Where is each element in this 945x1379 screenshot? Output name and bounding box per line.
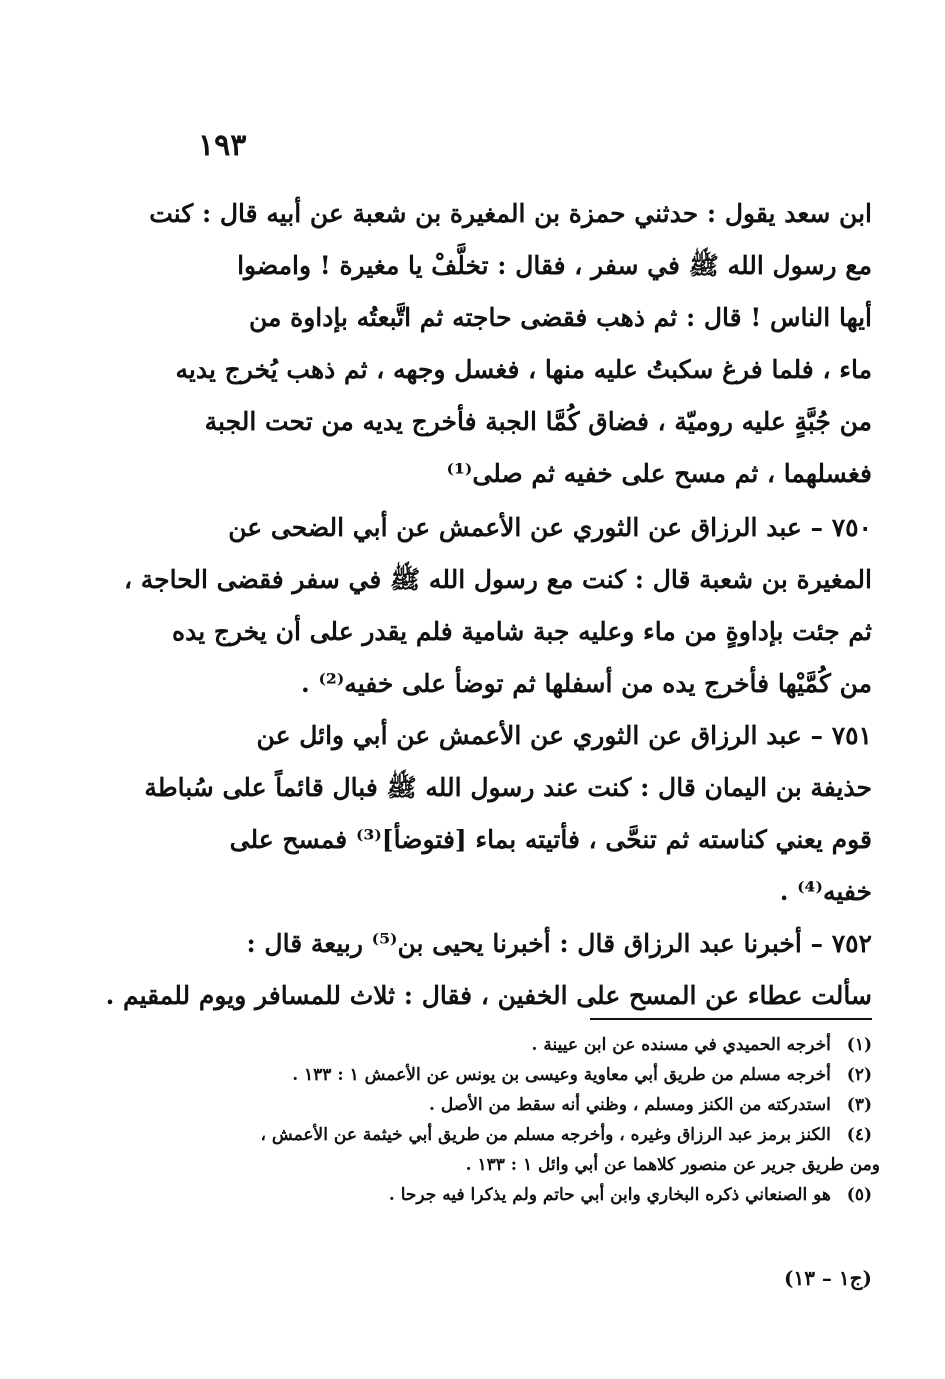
- text-line: من جُبَّةٍ عليه روميّة ، فضاق كُمَّا الجبة فأخرج يديه من تحت الجبة: [204, 407, 872, 436]
- footnote-number: (٤): [846, 1125, 872, 1145]
- footnote-separator: [590, 1018, 872, 1020]
- footnote-5: [196, 1180, 872, 1210]
- footnote-4-continuation: ومن طريق جرير عن منصور كلاهما عن أبي وائل ١ : ١٣٣ .: [465, 1155, 880, 1175]
- paragraph-hadith-750: [123, 502, 872, 710]
- footnote-number: (٢): [846, 1065, 872, 1085]
- footnote-text: أخرجه الحميدي في مسنده عن ابن عيينة .: [531, 1035, 831, 1055]
- footnote-1: [196, 1030, 872, 1060]
- text-line: خفيه⁽⁴⁾ .: [779, 877, 872, 906]
- page-number: ١٩٣: [198, 128, 247, 163]
- text-line: مع رسول الله ﷺ في سفر ، فقال : تخلَّفْ يا مغيرة ! وامضوا: [237, 251, 872, 280]
- footnote-text: الكنز برمز عبد الرزاق وغيره ، وأخرجه مسلم من طريق أبي خيثمة عن الأعمش ،: [260, 1125, 831, 1145]
- paragraph-hadith-intro: [149, 188, 872, 500]
- text-line: المغيرة بن شعبة قال : كنت مع رسول الله ﷺ في سفر فقضى الحاجة ،: [123, 565, 872, 594]
- text-line: ٧٥١ – عبد الرزاق عن الثوري عن الأعمش عن أبي وائل عن: [256, 721, 872, 750]
- paragraph-hadith-752: [105, 918, 872, 1022]
- footnote-2: [196, 1060, 872, 1090]
- text-line: حذيفة بن اليمان قال : كنت عند رسول الله ﷺ فبال قائماً على سُباطة: [144, 773, 872, 802]
- text-line: سألت عطاء عن المسح على الخفين ، فقال : ثلاث للمسافر ويوم للمقيم .: [105, 981, 872, 1010]
- text-line: قوم يعني كناسته ثم تنحَّى ، فأتيته بماء [فتوضأ]⁽³⁾ فمسح على: [229, 825, 872, 854]
- text-line: ابن سعد يقول : حدثني حمزة بن المغيرة بن شعبة عن أبيه قال : كنت: [149, 199, 872, 228]
- footnote-number: (٥): [846, 1185, 872, 1205]
- footnote-text: هو الصنعاني ذكره البخاري وابن أبي حاتم ولم يذكرا فيه جرحا .: [388, 1185, 831, 1205]
- footnote-text: أخرجه مسلم من طريق أبي معاوية وعيسى بن يونس عن الأعمش ١ : ١٣٣ .: [292, 1065, 831, 1085]
- text-line: فغسلهما ، ثم مسح على خفيه ثم صلى⁽¹⁾: [446, 459, 872, 488]
- footnote-4: [196, 1120, 872, 1150]
- text-line: ماء ، فلما فرغ سكبتُ عليه منها ، فغسل وجهه ، ثم ذهب يُخرج يديه: [175, 355, 872, 384]
- footnote-3: [196, 1090, 872, 1120]
- footnote-number: (١): [846, 1035, 872, 1055]
- text-line: ٧٥٠ – عبد الرزاق عن الثوري عن الأعمش عن أبي الضحى عن: [228, 513, 872, 542]
- footnote-number: (٣): [846, 1095, 872, 1115]
- footnotes: [196, 1030, 880, 1210]
- footnote-text: استدركته من الكنز ومسلم ، وظني أنه سقط من الأصل .: [429, 1095, 831, 1115]
- volume-marker: (ج١ – ١٣): [783, 1266, 872, 1290]
- text-line: ٧٥٢ – أخبرنا عبد الرزاق قال : أخبرنا يحيى بن⁽⁵⁾ ربيعة قال :: [246, 929, 872, 958]
- text-line: ثم جئت بإداوةٍ من ماء وعليه جبة شامية فلم يقدر على أن يخرج يده: [171, 617, 872, 646]
- text-line: من كُمَّيْها فأخرج يده من أسفلها ثم توضأ على خفيه⁽²⁾ .: [301, 669, 872, 698]
- text-line: أيها الناس ! قال : ثم ذهب فقضى حاجته ثم اتَّبعتُه بإداوة من: [248, 303, 872, 332]
- paragraph-hadith-751: [144, 710, 872, 918]
